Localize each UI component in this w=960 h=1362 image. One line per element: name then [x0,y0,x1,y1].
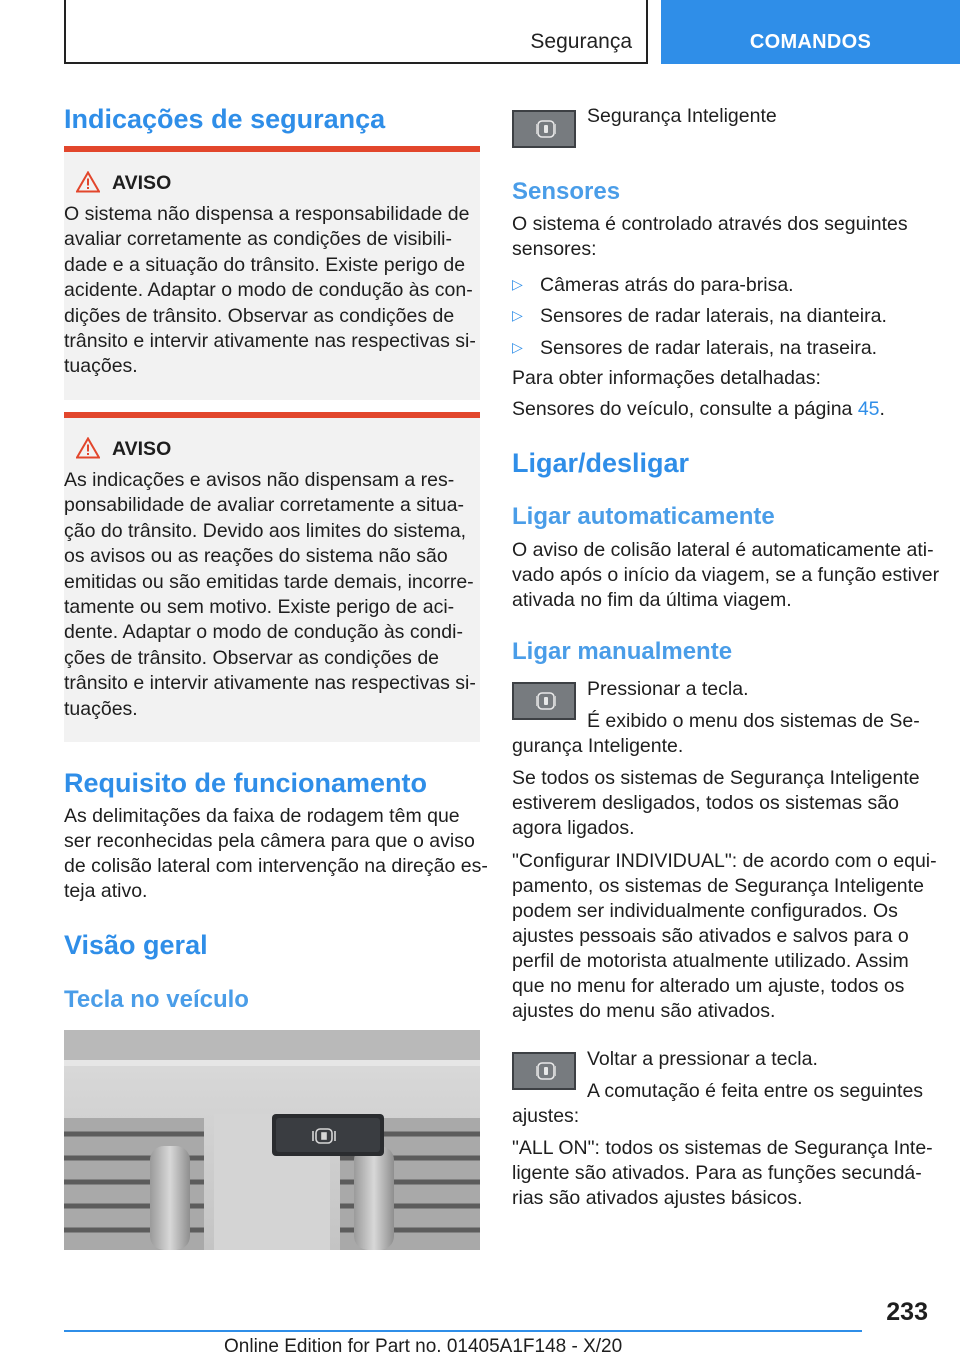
warning-label: AVISO [112,172,172,194]
warning-box-1 [64,146,480,400]
footer-divider [64,1330,862,1332]
warning-triangle-icon [76,171,100,193]
all-off-text: Se todos os sistemas de Segurança Inteligente estiverem desligados, todos os sistemas são agora ligados. [512,767,920,839]
bullet-triangle-icon: ▷ [512,339,523,355]
sensor-item: ▷ Sensores de radar laterais, na traseira. [512,337,878,359]
warning-triangle-icon [76,437,100,459]
vehicle-button-photo [64,1030,480,1250]
bullet-triangle-icon: ▷ [512,276,523,292]
header-chapter-box [661,0,960,64]
safety-title: Indicações de segurança [64,104,386,134]
details-reference: Sensores do veículo, consulte a página 45. [512,398,885,420]
intelligent-safety-icon [536,119,556,139]
header-section-title: Segurança [530,30,632,53]
auto-on-text: O aviso de colisão lateral é automaticamente ati‐ vado após o início da viagem, se a função estiver ativada no fim da última viagem. [512,539,940,611]
manual-on-title: Ligar manualmente [512,638,733,665]
press-key-text: Pressionar a tecla. [587,678,749,700]
warning-text-1: O sistema não dispensa a responsabilidade de avaliar corretamente as condições de visibili‐ dade e a situação do trânsito. Existe perigo de acidente. Adaptar o modo de condução às con‐ dições de trânsito. Observar as condições de trânsito e intervir ativamente nas respectivas si‐ tuações. [64,203,476,378]
page-number: 233 [886,1298,928,1326]
footer-edition: Online Edition for Part no. 01405A1F148 - X/20 [224,1336,623,1357]
all-on-text: "ALL ON": todos os sistemas de Segurança Inte‐ ligente são ativados. Para as funções secundá‐ rias são ativados ajustes básicos. [512,1137,933,1209]
intelligent-safety-button-image [512,1052,576,1090]
header-section-box [64,0,648,64]
button-label: Segurança Inteligente [587,105,777,127]
intelligent-safety-icon [536,691,556,711]
page-link[interactable]: 45 [857,398,880,420]
sensors-title: Sensores [512,178,621,205]
press-again-text: Voltar a pressionar a tecla. [587,1048,818,1070]
warning-box-2 [64,412,480,742]
sensors-intro: O sistema é controlado através dos seguintes sensores: [512,213,908,260]
bullet-triangle-icon: ▷ [512,307,523,323]
toggle-text: A comutação é feita entre os seguintes [587,1080,924,1102]
sensor-item: ▷ Sensores de radar laterais, na dianteira. [512,305,887,327]
warning-label: AVISO [112,438,172,460]
header-chapter-title: COMANDOS [749,31,872,53]
details-label: Para obter informações detalhadas: [512,367,821,389]
onoff-title: Ligar/desligar [512,448,690,478]
intelligent-safety-button-image [512,110,576,148]
individual-config-text: "Configurar INDIVIDUAL": de acordo com o equi‐ pamento, os sistemas de Segurança Inteligente podem ser individualmente configurados. Os ajustes pessoais são ativados e salvos para o perfil de motorista atualmente utilizado. Assim que no menu for alterado um ajuste, todos os ajustes do menu são ativados. [512,850,937,1022]
intelligent-safety-button-image [512,682,576,720]
requirement-text: As delimitações da faixa de rodagem têm que ser reconhecidas pela câmera para que o aviso de colisão lateral com intervenção na direção es‐ teja ativo. [64,805,488,902]
sensor-item: ▷ Câmeras atrás do para-brisa. [512,274,794,296]
intelligent-safety-icon [536,1061,556,1081]
menu-shown-text: É exibido o menu dos sistemas de Se‐ [587,710,920,732]
vehicle-button-title: Tecla no veículo [64,986,249,1013]
requirement-title: Requisito de funcionamento [64,768,428,798]
menu-shown-text-cont: gurança Inteligente. [512,735,684,757]
toggle-text-cont: ajustes: [512,1105,580,1127]
auto-on-title: Ligar automaticamente [512,503,775,530]
warning-text-2: As indicações e avisos não dispensam a res‐ ponsabilidade de avaliar corretamente a situa‐ ção do trânsito. Devido aos limites do sistema, os avisos ou as reações do sistema não são emitidas ou são emitidas tarde demais, incorre‐ tamente ou sem motivo. Existe perigo de aci‐ dente. Adaptar o modo de condução às condi‐ ções de trânsito. Observar as condições de trânsito e intervir ativamente nas respectivas si‐ tuações. [64,469,476,720]
overview-title: Visão geral [64,930,208,960]
